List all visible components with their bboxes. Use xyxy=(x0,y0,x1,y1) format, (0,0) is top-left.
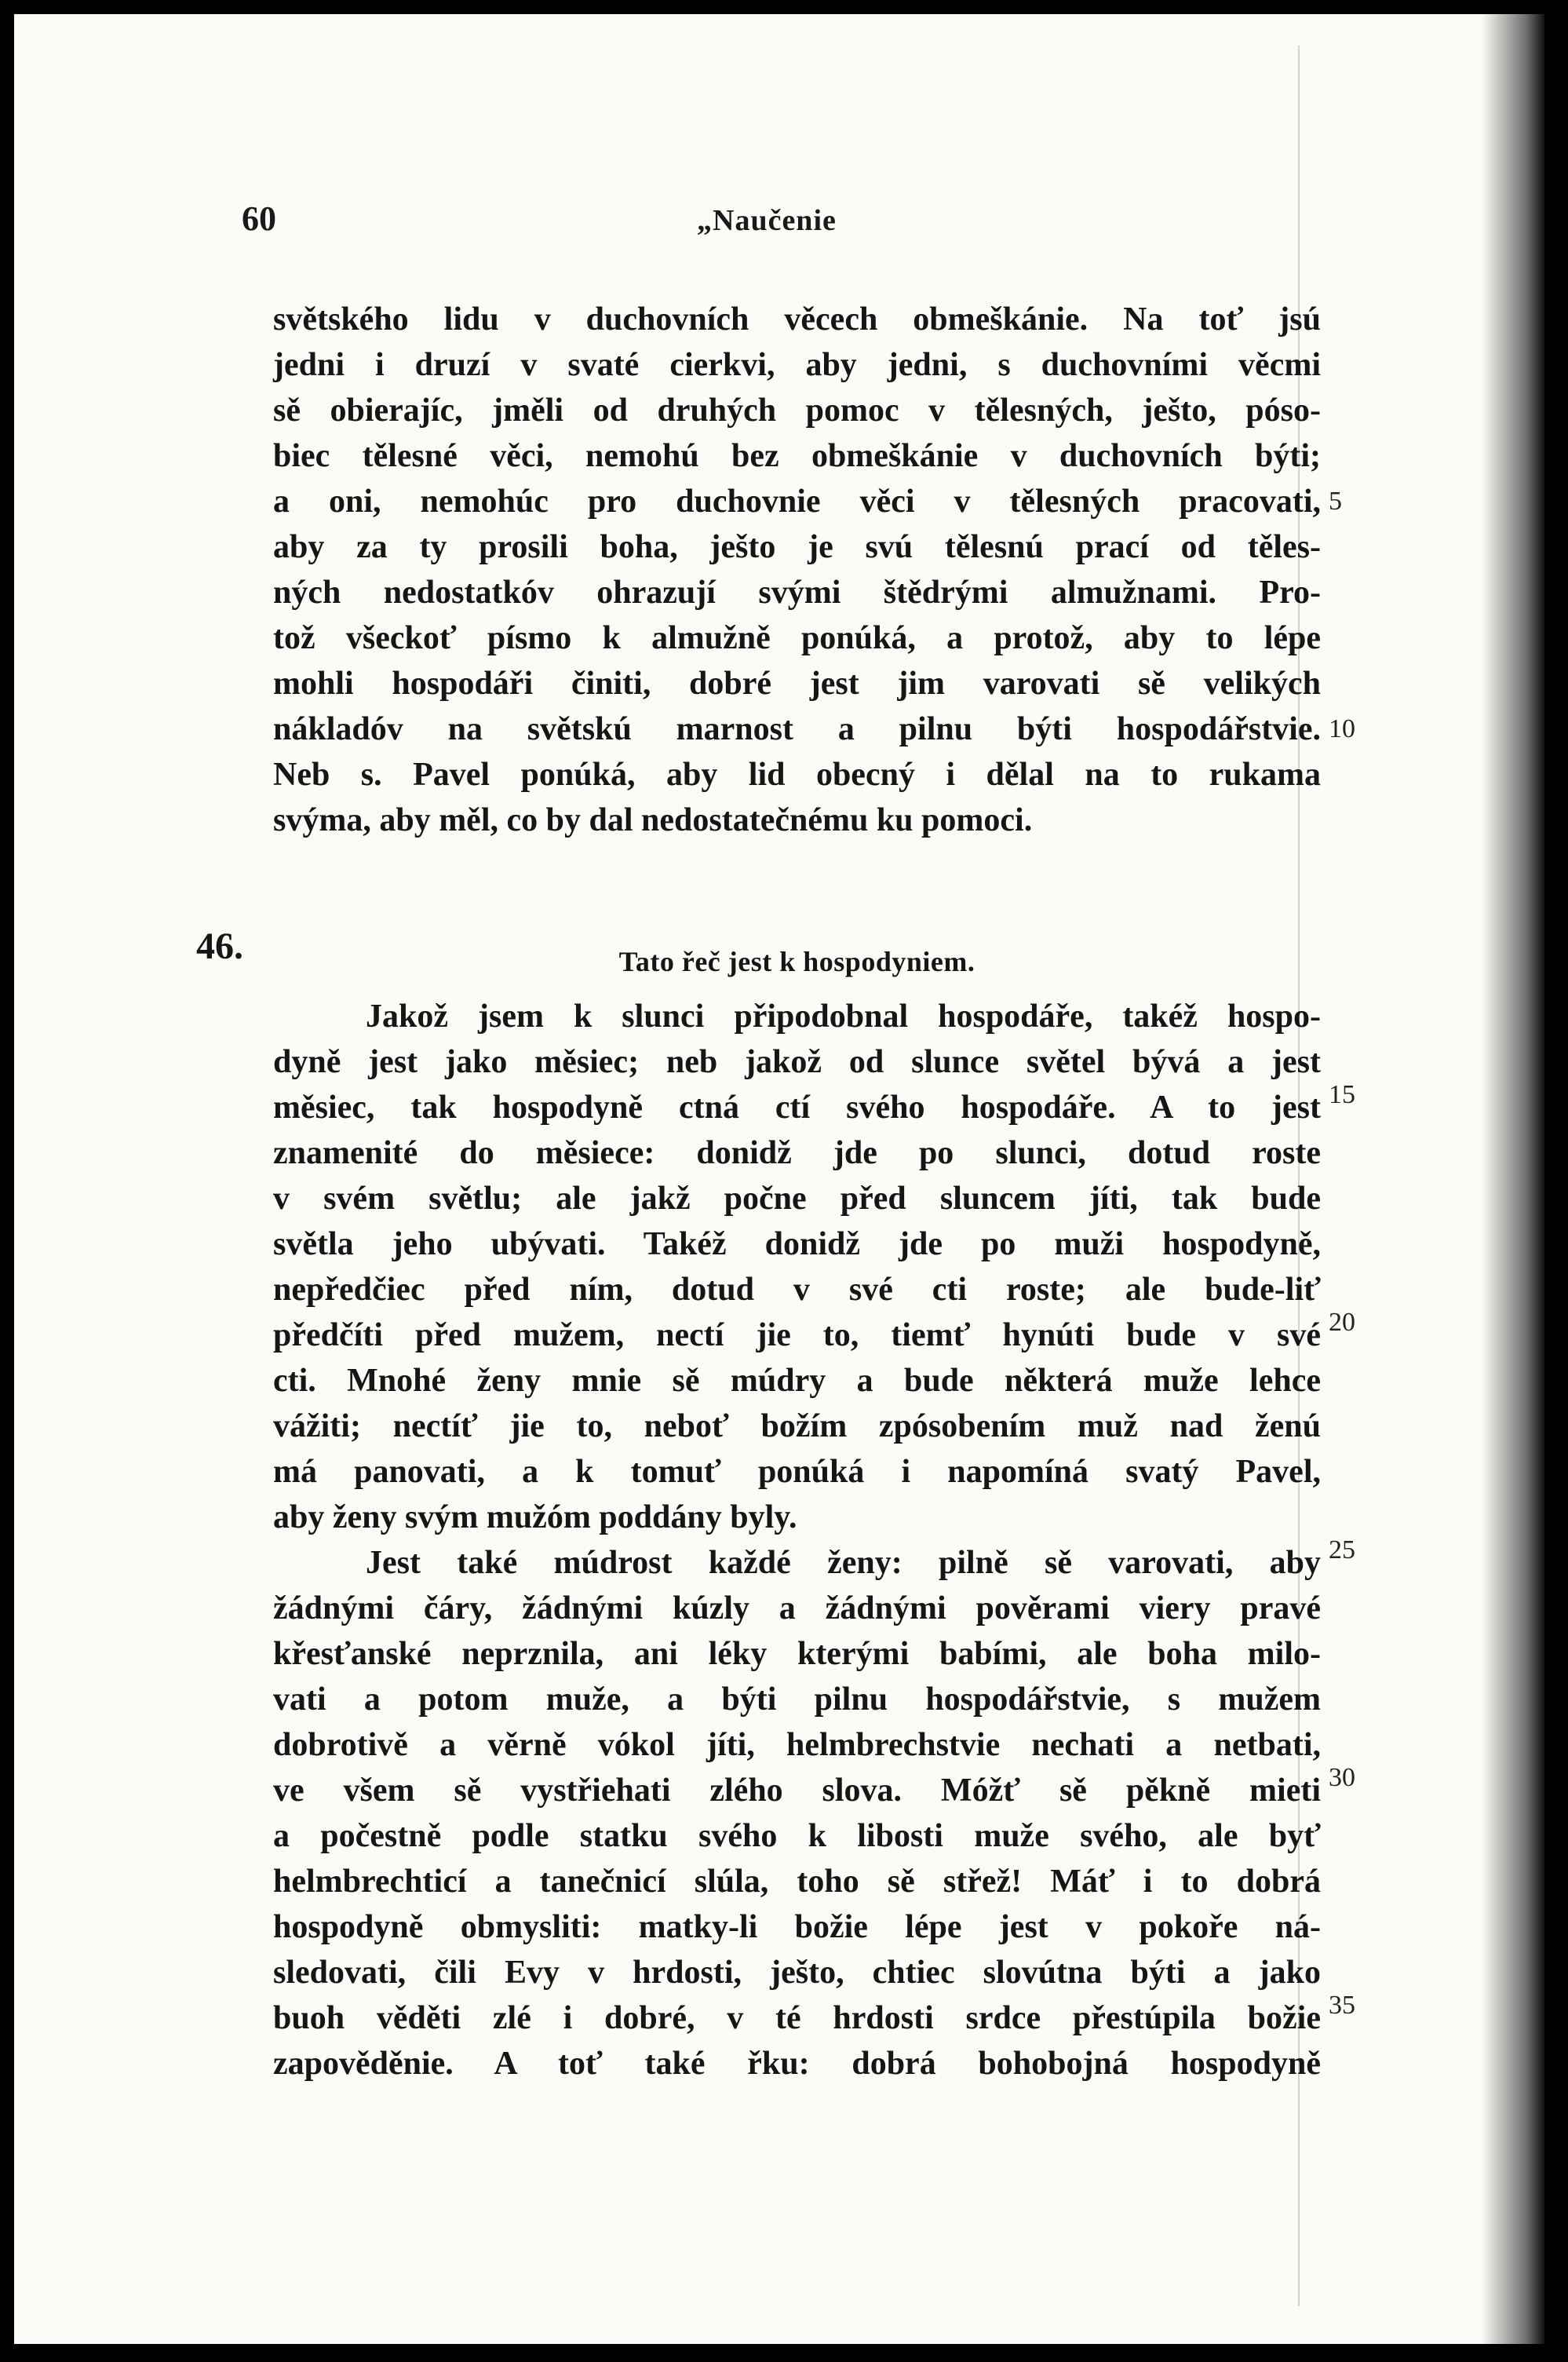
text-line: nákladóv na světskú marnost a pilnu býti hospodářstvie. xyxy=(273,711,1321,747)
line-number: 25 xyxy=(1329,1535,1355,1564)
text-line: hospodyně obmysliti: matky-li božie lépe jest v pokoře ná- xyxy=(273,1909,1321,1945)
text-line: aby ženy svým mužóm poddány byly. xyxy=(273,1499,797,1535)
text-line: aby za ty prosili boha, ješto je svú tělesnú prací od těles- xyxy=(273,529,1321,565)
page-header xyxy=(242,199,1317,254)
text-line: biec tělesné věci, nemohú bez obmeškánie v duchovních býti; xyxy=(273,438,1321,474)
text-line: měsiec, tak hospodyně ctná ctí svého hospodáře. A to jest xyxy=(273,1090,1321,1126)
section-heading: Tato řeč jest k hospodyniem. xyxy=(618,946,975,977)
page-edge-shadow xyxy=(1482,14,1544,2344)
text-line: má panovati, a k tomuť ponúká i napomíná svatý Pavel, xyxy=(273,1454,1321,1490)
running-title: „Naučenie xyxy=(697,204,837,237)
text-line: ve všem sě vystřiehati zlého slova. Móžť sě pěkně mieti xyxy=(273,1772,1321,1809)
text-line: světského lidu v duchovních věcech obmeškánie. Na toť jsú xyxy=(273,301,1321,338)
text-line: mohli hospodáři činiti, dobré jest jim varovati sě velikých xyxy=(273,666,1321,702)
text-line: vati a potom muže, a býti pilnu hospodářstvie, s mužem xyxy=(273,1681,1321,1718)
text-line: sě obierajíc, jměli od druhých pomoc v tělesných, ješto, póso- xyxy=(273,392,1321,429)
text-line: dobrotivě a věrně vókol jíti, helmbrechstvie nechati a netbati, xyxy=(273,1727,1321,1763)
line-number: 35 xyxy=(1329,1991,1355,2020)
section-number: 46. xyxy=(196,925,243,967)
page-number: 60 xyxy=(242,199,276,238)
book-page xyxy=(14,14,1544,2344)
text-line: žádnými čáry, žádnými kúzly a žádnými pověrami viery pravé xyxy=(273,1590,1321,1626)
text-line: znamenité do měsiece: donidž jde po slunci, dotud roste xyxy=(273,1135,1321,1171)
text-line: křesťanské neprznila, ani léky kterými babími, ale boha milo- xyxy=(273,1636,1321,1672)
text-line: ných nedostatkóv ohrazují svými štědrými almužnami. Pro- xyxy=(273,575,1321,611)
text-line: nepředčiec před ním, dotud v své cti roste; ale bude-liť xyxy=(273,1272,1321,1308)
text-line: Neb s. Pavel ponúká, aby lid obecný i dělal na to rukama xyxy=(273,757,1321,793)
text-line: helmbrechticí a tanečnicí slúla, toho sě střež! Máť i to dobrá xyxy=(273,1864,1321,1900)
line-number: 10 xyxy=(1329,714,1355,743)
line-number: 20 xyxy=(1329,1308,1355,1337)
text-line: svýma, aby měl, co by dal nedostatečnému ku pomoci. xyxy=(273,802,1033,838)
text-line: a počestně podle statku svého k libosti muže svého, ale byť xyxy=(273,1818,1321,1854)
text-line: Jakož jsem k slunci připodobnal hospodáře, takéž hospo- xyxy=(366,998,1321,1035)
text-line: předčíti před mužem, nectí jie to, tiemť hynúti bude v své xyxy=(273,1317,1321,1353)
text-line: dyně jest jako měsiec; neb jakož od slunce světel bývá a jest xyxy=(273,1044,1321,1080)
text-line: a oni, nemohúc pro duchovnie věci v tělesných pracovati, xyxy=(273,484,1321,520)
line-number: 5 xyxy=(1329,487,1342,516)
text-line: buoh věděti zlé i dobré, v té hrdosti srdce přestúpila božie xyxy=(273,2000,1321,2036)
text-line: jedni i druzí v svaté cierkvi, aby jedni, s duchovními věcmi xyxy=(273,347,1321,383)
text-line: v svém světlu; ale jakž počne před sluncem jíti, tak bude xyxy=(273,1181,1321,1217)
text-line: světla jeho ubývati. Takéž donidž jde po muži hospodyně, xyxy=(273,1226,1321,1262)
body-text xyxy=(273,297,1325,2228)
text-line: sledovati, čili Evy v hrdosti, ješto, chtiec slovútna býti a jako xyxy=(273,1955,1321,1991)
text-line: vážiti; nectíť jie to, neboť božím zpósobením muž nad ženú xyxy=(273,1408,1321,1444)
text-line: cti. Mnohé ženy mnie sě múdry a bude některá muže lehce xyxy=(273,1363,1321,1399)
text-line: Jest také múdrost každé ženy: pilně sě varovati, aby xyxy=(366,1545,1321,1581)
text-line: zapověděnie. A toť také řku: dobrá bohobojná hospodyně xyxy=(273,2046,1321,2082)
line-number: 15 xyxy=(1329,1080,1355,1109)
text-line: tož všeckoť písmo k almužně ponúká, a protož, aby to lépe xyxy=(273,620,1321,656)
line-number: 30 xyxy=(1329,1763,1355,1792)
